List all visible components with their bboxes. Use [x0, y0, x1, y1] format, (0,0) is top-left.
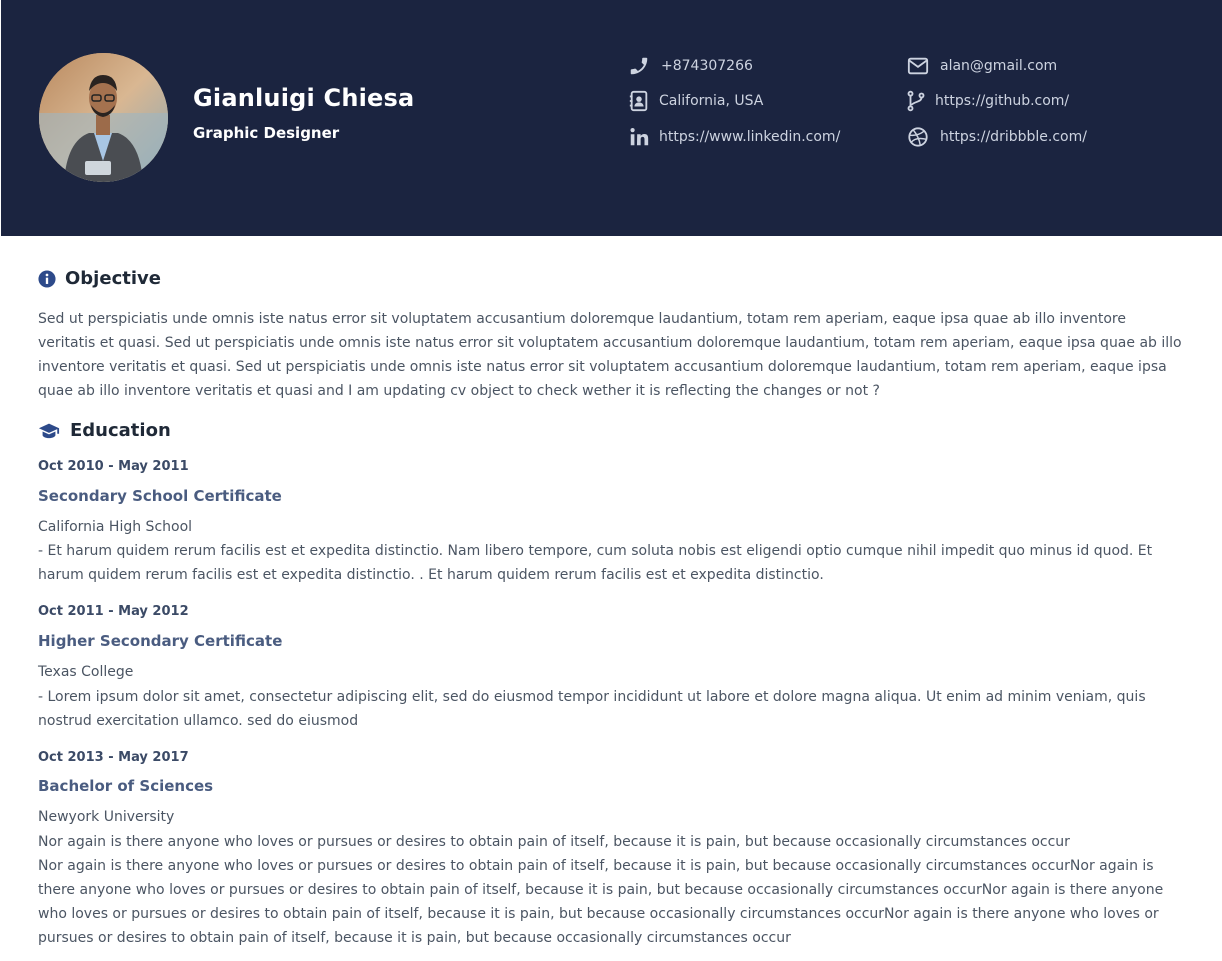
education-description: Nor again is there anyone who loves or pursues or desires to obtain pain of itself, because it is pain, but because occasionally circumstances occur — [38, 834, 1070, 850]
contact-card-icon — [627, 89, 651, 113]
education-heading-text: Education — [70, 420, 171, 441]
education-description: - Lorem ipsum dolor sit amet, consectetur adipiscing elit, sed do eiusmod tempor incididunt ut labore et dolore magna aliqua. Ut enim ad minim veniam, quis nostrud exercitation ullamco. sed do eiusmod — [38, 689, 1146, 729]
envelope-icon — [906, 54, 930, 78]
contact-dribbble[interactable] — [906, 125, 1087, 149]
resume-header — [1, 0, 1222, 236]
contact-linkedin[interactable] — [627, 125, 840, 149]
education-heading — [38, 420, 171, 441]
graduation-cap-icon — [38, 422, 60, 440]
github-link[interactable]: https://github.com/ — [935, 93, 1070, 109]
linkedin-link[interactable]: https://www.linkedin.com/ — [659, 129, 841, 145]
phone-text: +874307266 — [661, 58, 753, 74]
dribbble-link[interactable]: https://dribbble.com/ — [940, 129, 1087, 145]
contact-github[interactable] — [904, 89, 1069, 113]
education-degree: Bachelor of Sciences — [38, 777, 214, 795]
education-dates: Oct 2010 - May 2011 — [38, 459, 189, 474]
objective-heading-text: Objective — [65, 268, 161, 289]
email-link[interactable]: alan@gmail.com — [940, 58, 1058, 74]
linkedin-icon — [627, 125, 651, 149]
branch-icon — [904, 89, 928, 113]
objective-heading — [38, 268, 161, 289]
education-school: Newyork University — [38, 809, 175, 825]
education-degree: Higher Secondary Certificate — [38, 632, 283, 650]
education-degree: Secondary School Certificate — [38, 487, 282, 505]
candidate-name: Gianluigi Chiesa — [193, 84, 415, 112]
info-circle-icon — [38, 270, 56, 288]
location-text: California, USA — [659, 93, 764, 109]
education-school: Texas College — [38, 664, 134, 680]
profile-photo — [39, 53, 168, 182]
candidate-title: Graphic Designer — [193, 124, 340, 142]
education-dates: Oct 2011 - May 2012 — [38, 604, 189, 619]
dribbble-icon — [906, 125, 930, 149]
contact-location — [627, 89, 763, 113]
phone-icon — [627, 54, 651, 78]
education-description: Nor again is there anyone who loves or pursues or desires to obtain pain of itself, because it is pain, but because occasionally circumstances occurNor again is there anyone who loves or pursues or desires to obtain pain of itself, because it is pain, but because occasionally circumstances occurNor again is there anyone who loves or pursues or desires to obtain pain of itself, because it is pain, but because occasionally circumstances occurNor again is there anyone who loves or pursues or desires to obtain pain of itself, because it is pain, but because occasionally circumstances occur — [38, 858, 1164, 946]
objective-text: Sed ut perspiciatis unde omnis iste natus error sit voluptatem accusantium doloremque laudantium, totam rem aperiam, eaque ipsa quae ab illo inventore veritatis et quasi. Sed ut perspiciatis unde omnis iste natus error sit voluptatem accusantium doloremque laudantium, totam rem aperiam, eaque ipsa quae ab illo inventore veritatis et quasi. Sed ut perspiciatis unde omnis iste natus error sit voluptatem accusantium doloremque laudantium, totam rem aperiam, eaque ipsa quae ab illo inventore veritatis et quasi and I am updating cv object to check wether it is reflecting the changes or not ? — [38, 311, 1182, 399]
education-description: - Et harum quidem rerum facilis est et expedita distinctio. Nam libero tempore, cum soluta nobis est eligendi optio cumque nihil impedit quo minus id quod. Et harum quidem rerum facilis est et expedita distinctio. . Et harum quidem rerum facilis est et expedita distinctio. — [38, 543, 1153, 583]
contact-email[interactable] — [906, 54, 1057, 78]
contact-phone — [627, 54, 753, 78]
education-dates: Oct 2013 - May 2017 — [38, 750, 189, 765]
education-school: California High School — [38, 519, 193, 535]
